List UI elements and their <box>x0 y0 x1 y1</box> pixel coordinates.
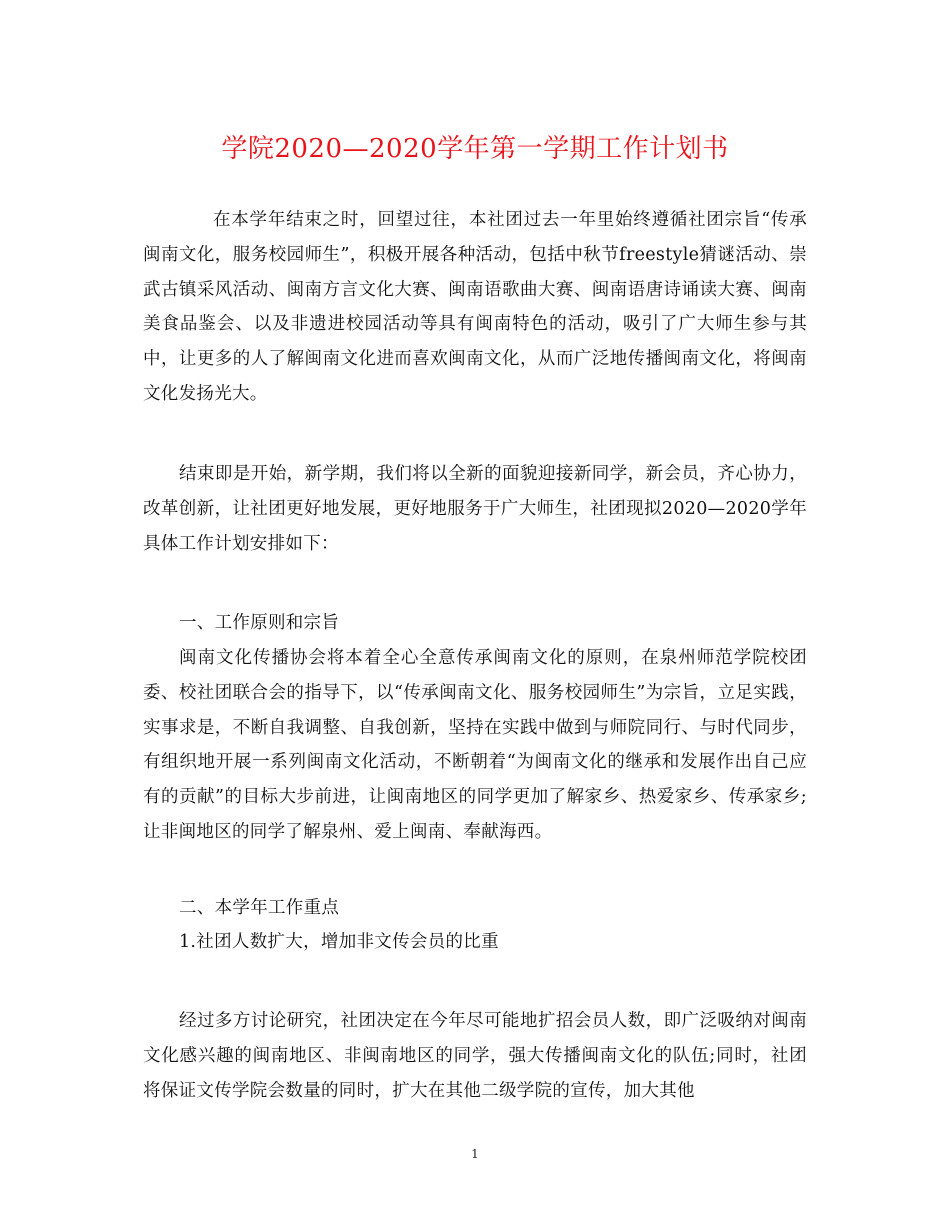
paragraph-intro: 在本学年结束之时，回望过往，本社团过去一年里始终遵循社团宗旨“传承闽南文化，服务校园师生”，积极开展各种活动，包括中秋节freestyle猜谜活动、崇武古镇采风活动、闽南方言文化大赛、闽南语歌曲大赛、闽南语唐诗诵读大赛、闽南美食品鉴会、以及非遗进校园活动等具有闽南特色的活动，吸引了广大师生参与其中，让更多的人了解闽南文化进而喜欢闽南文化，从而广泛地传播闽南文化，将闽南文化发扬光大。 <box>143 210 807 404</box>
page-number: 1 <box>471 1147 479 1161</box>
paragraph-principles: 闽南文化传播协会将本着全心全意传承闽南文化的原则，在泉州师范学院校团委、校社团联合会的指导下，以“传承闽南文化、服务校园师生”为宗旨，立足实践，实事求是，不断自我调整、自我创新，坚持在实践中做到与师院同行、与时代同步，有组织地开展一系列闽南文化活动，不断朝着“为闽南文化的继承和发展作出自己应有的贡献”的目标大步前进，让闽南地区的同学更加了解家乡、热爱家乡、传承家乡;让非闽地区的同学了解泉州、爱上闽南、奉献海西。 <box>143 648 807 842</box>
subheading-membership: 1.社团人数扩大，增加非文传会员的比重 <box>179 932 499 952</box>
paragraph-discussion: 经过多方讨论研究，社团决定在今年尽可能地扩招会员人数，即广泛吸纳对闽南文化感兴趣的闽南地区、非闽南地区的同学，强大传播闽南文化的队伍;同时，社团将保证文传学院会数量的同时，扩大在其他二级学院的宣传，加大其他 <box>143 1011 807 1101</box>
section-heading-focus: 二、本学年工作重点 <box>179 898 340 918</box>
paragraph-beginning: 结束即是开始，新学期，我们将以全新的面貌迎接新同学，新会员，齐心协力，改革创新，让社团更好地发展，更好地服务于广大师生，社团现拟2020—2020学年具体工作计划安排如下： <box>143 464 807 554</box>
section-heading-principles: 一、工作原则和宗旨 <box>179 613 340 633</box>
document-title: 学院2020—2020学年第一学期工作计划书 <box>221 134 729 164</box>
